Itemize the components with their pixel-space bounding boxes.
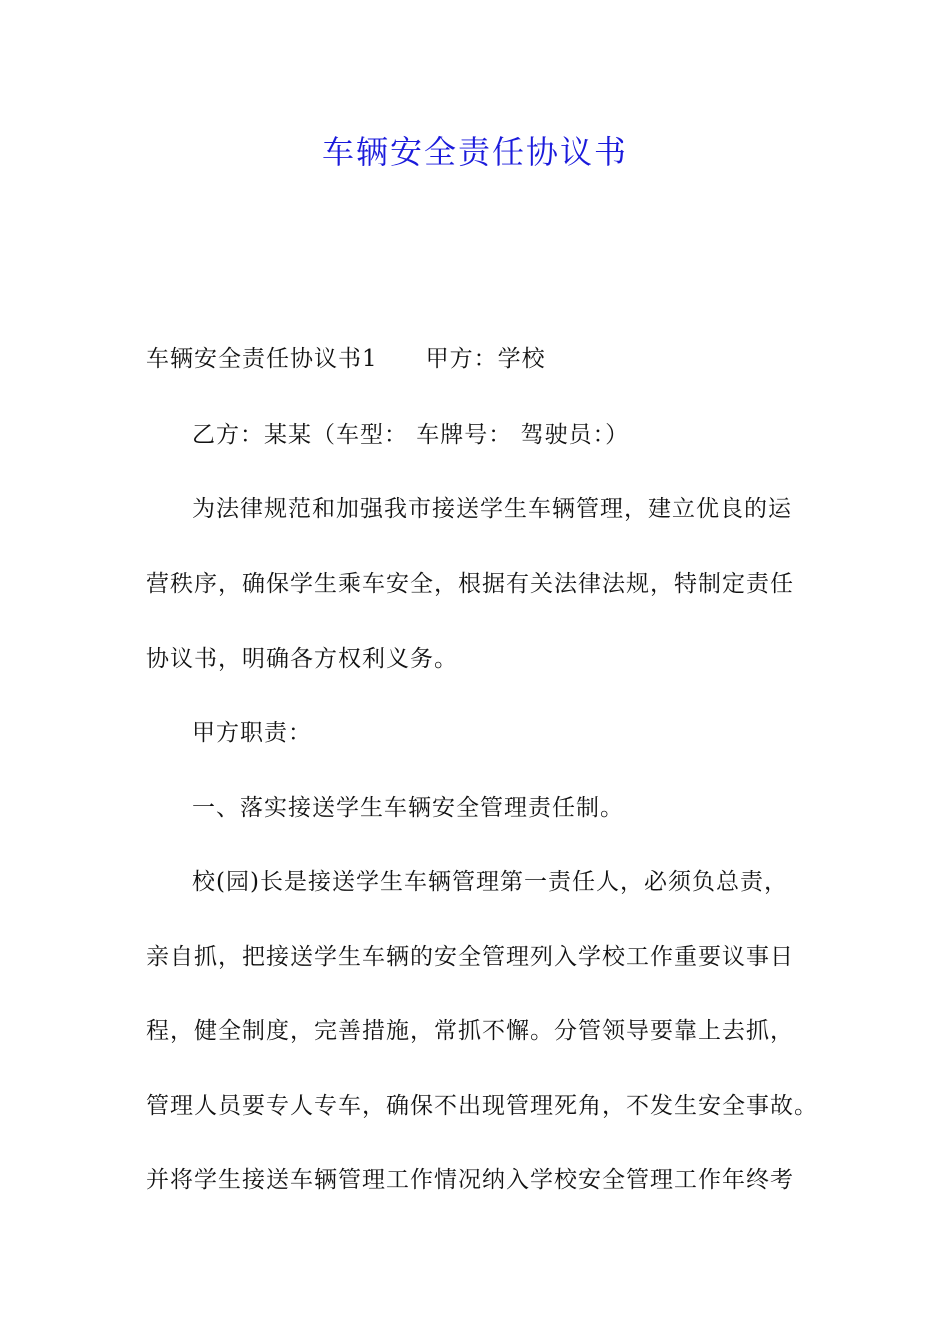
paragraph-line: 营秩序，确保学生乘车安全，根据有关法律法规，特制定责任 xyxy=(146,571,794,597)
paragraph-line: 校(园)长是接送学生车辆管理第一责任人，必须负总责， xyxy=(192,869,788,895)
party-a: 甲方：学校 xyxy=(425,346,546,372)
clause-heading: 一、落实接送学生车辆安全管理责任制。 xyxy=(192,795,624,821)
document-title: 车辆安全责任协议书 xyxy=(321,133,628,171)
paragraph-line: 管理人员要专人专车，确保不出现管理死角，不发生安全事故。 xyxy=(146,1093,818,1119)
paragraph-line: 协议书，明确各方权利义务。 xyxy=(146,646,458,672)
section-heading: 甲方职责： xyxy=(192,720,312,746)
paragraph-line: 并将学生接送车辆管理工作情况纳入学校安全管理工作年终考 xyxy=(146,1167,794,1193)
party-b-line: 乙方：某某（车型： 车牌号： 驾驶员：） xyxy=(192,422,630,448)
paragraph-line-heading xyxy=(146,342,546,376)
paragraph-line: 程，健全制度，完善措施，常抓不懈。分管领导要靠上去抓， xyxy=(146,1018,794,1044)
agreement-number: 车辆安全责任协议书1 xyxy=(146,346,378,372)
paragraph-line: 亲自抓，把接送学生车辆的安全管理列入学校工作重要议事日 xyxy=(146,944,794,970)
paragraph-line: 为法律规范和加强我市接送学生车辆管理，建立优良的运 xyxy=(192,496,792,522)
